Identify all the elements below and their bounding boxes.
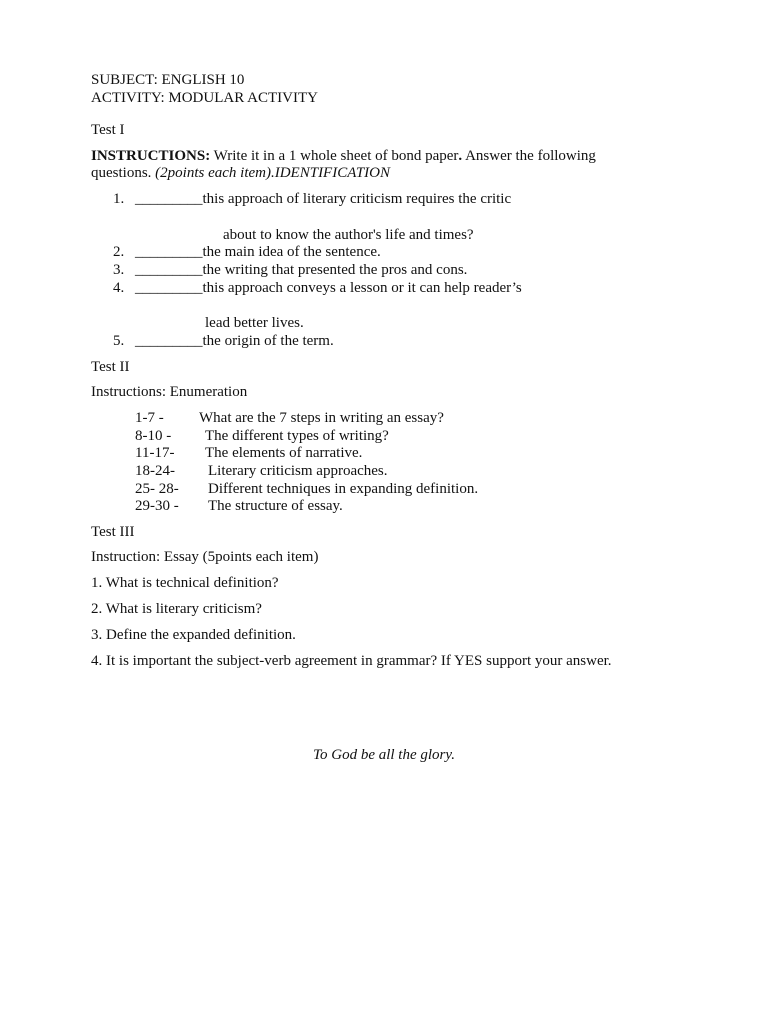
instructions-text2: Answer the following questions. bbox=[91, 148, 596, 181]
enum-range: 8-10 - bbox=[135, 428, 172, 444]
test2-instructions: Instructions: Enumeration bbox=[91, 384, 248, 400]
enum-text: Literary criticism approaches. bbox=[208, 463, 388, 479]
instructions-label: INSTRUCTIONS: bbox=[91, 148, 211, 164]
item-text: _________the writing that presented the pros and cons. bbox=[135, 262, 468, 278]
test2-title: Test II bbox=[91, 359, 130, 375]
enum-text: The structure of essay. bbox=[208, 498, 343, 514]
essay-item: 1. What is technical definition? bbox=[91, 575, 279, 591]
instructions-points: (2points each item).IDENTIFICATION bbox=[155, 165, 391, 181]
essay-item: 3. Define the expanded definition. bbox=[91, 627, 296, 643]
subject-line: SUBJECT: ENGLISH 10 bbox=[91, 72, 245, 88]
item-text: _________the origin of the term. bbox=[135, 333, 334, 349]
list-item bbox=[135, 410, 444, 427]
enum-text: The elements of narrative. bbox=[205, 445, 363, 461]
list-item: 4. _________this approach conveys a lesson or it can help reader’s bbox=[113, 280, 522, 296]
enum-range: 11-17- bbox=[135, 445, 175, 461]
list-item bbox=[135, 481, 478, 498]
list-item: 3. _________the writing that presented the pros and cons. bbox=[113, 262, 468, 278]
item-text: _________this approach of literary criticism requires the critic bbox=[135, 191, 512, 207]
test3-title: Test III bbox=[91, 524, 135, 540]
enum-range: 29-30 - bbox=[135, 498, 179, 514]
test3-instructions: Instruction: Essay (5points each item) bbox=[91, 549, 319, 565]
item-continuation: lead better lives. bbox=[205, 315, 304, 331]
item-text: _________the main idea of the sentence. bbox=[135, 244, 381, 260]
enum-range: 18-24- bbox=[135, 463, 175, 479]
activity-line: ACTIVITY: MODULAR ACTIVITY bbox=[91, 90, 318, 106]
list-item bbox=[135, 445, 362, 462]
closing-line: To God be all the glory. bbox=[313, 747, 455, 763]
essay-item: 2. What is literary criticism? bbox=[91, 601, 262, 617]
instructions-text: Write it in a 1 whole sheet of bond paper bbox=[210, 148, 459, 164]
test1-title: Test I bbox=[91, 122, 125, 138]
document-header bbox=[91, 72, 318, 108]
enum-text: What are the 7 steps in writing an essay? bbox=[199, 410, 444, 426]
test1-instructions bbox=[91, 148, 651, 182]
item-continuation: about to know the author's life and times? bbox=[223, 227, 474, 243]
essay-item: 4. It is important the subject-verb agreement in grammar? If YES support your answer. bbox=[91, 653, 612, 669]
item-text: _________this approach conveys a lesson or it can help reader’s bbox=[135, 280, 522, 296]
list-item: 5. _________the origin of the term. bbox=[113, 333, 334, 349]
enum-range: 25- 28- bbox=[135, 481, 179, 497]
enum-text: Different techniques in expanding definition. bbox=[208, 481, 479, 497]
list-item: 2. _________the main idea of the sentence. bbox=[113, 244, 381, 260]
instructions-period: . bbox=[458, 148, 463, 164]
list-item bbox=[135, 428, 389, 445]
enum-range: 1-7 - bbox=[135, 410, 164, 426]
list-item bbox=[135, 498, 343, 515]
list-item: 1. _________this approach of literary criticism requires the critic bbox=[113, 191, 512, 207]
enum-text: The different types of writing? bbox=[205, 428, 389, 444]
list-item bbox=[135, 463, 388, 480]
